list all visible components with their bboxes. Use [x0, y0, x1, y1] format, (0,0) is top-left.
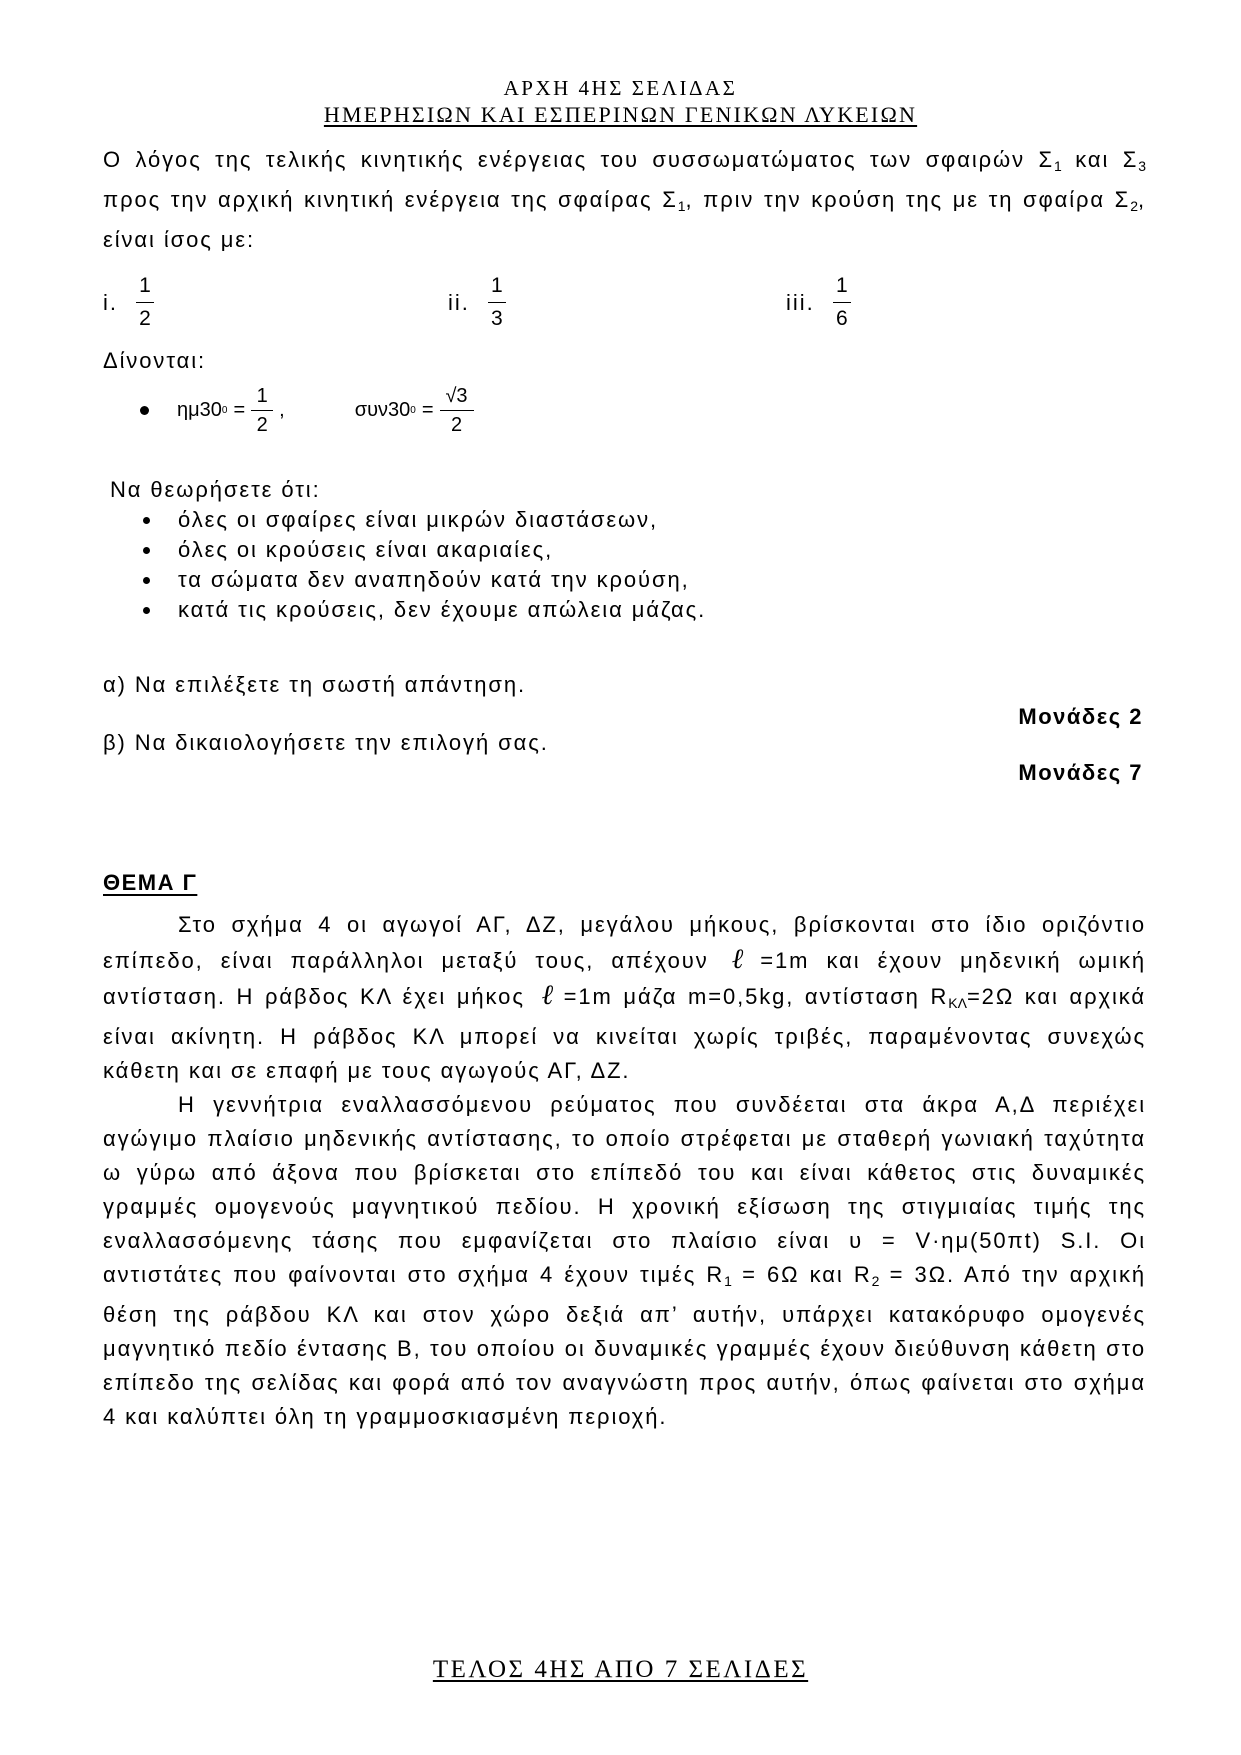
- subscript: 1: [724, 1273, 732, 1289]
- fraction-numerator: 1: [139, 274, 151, 297]
- sin-label: ημ30: [177, 399, 222, 421]
- option-label: ii.: [448, 289, 470, 315]
- section-title: ΘΕΜΑ Γ: [103, 870, 198, 895]
- fraction-denominator: 3: [491, 307, 503, 330]
- paragraph-text: Στο σχήμα 4 οι αγωγοί ΑΓ, ΔΖ, μεγάλου μήκους, βρίσκονται στο ίδιο οριζόντιο επίπεδο, είναι παράλληλοι μεταξύ τους, απέχουν: [103, 912, 1146, 973]
- option-i: [103, 273, 154, 332]
- question-b: β) Να δικαιολογήσετε την επιλογή σας.: [103, 730, 549, 755]
- length-symbol: ℓ: [541, 978, 558, 1011]
- fraction-bar: [833, 302, 851, 303]
- fraction-denominator: 2: [139, 307, 151, 330]
- fraction-bar: [136, 302, 154, 303]
- comma: ,: [279, 399, 285, 421]
- cos-label: συν30: [354, 399, 411, 421]
- page-header-school: [0, 102, 1241, 128]
- trig-formulas: [140, 384, 480, 437]
- degree-sup: 0: [221, 405, 228, 416]
- equals-sign: =: [233, 399, 246, 421]
- paragraph: [103, 1088, 1146, 1434]
- intro-text: Ο λόγος της τελικής κινητικής ενέργειας του συσσωματώματος των σφαιρών Σ: [103, 147, 1054, 172]
- question-intro: [103, 143, 1146, 257]
- page-header-start: ΑΡΧΗ 4ΗΣ ΣΕΛΙΔΑΣ: [503, 76, 738, 100]
- intro-text: , είναι ίσος με:: [103, 187, 1146, 252]
- fraction-numerator: 1: [491, 274, 503, 297]
- subscript: 3: [1138, 158, 1146, 174]
- subscript: 2: [1130, 198, 1138, 214]
- option-iii: [786, 273, 851, 332]
- length-symbol: ℓ: [731, 942, 755, 975]
- page-footer-text: ΤΕΛΟΣ 4ΗΣ ΑΠΟ 7 ΣΕΛΙΔΕΣ: [432, 1656, 809, 1683]
- fraction-denominator: 6: [835, 307, 848, 330]
- bullet-icon: [140, 406, 149, 415]
- paragraph-text: =1m μάζα m=0,5kg, αντίσταση R: [563, 984, 949, 1009]
- fraction-numerator: 1: [835, 274, 848, 297]
- fraction-bar: [488, 302, 506, 303]
- option-fraction: [136, 273, 154, 332]
- fraction-numerator: 1: [256, 385, 268, 407]
- fraction-denominator: 2: [256, 414, 268, 436]
- subscript: 2: [871, 1273, 880, 1289]
- assumptions-list: [140, 505, 706, 625]
- paragraph-text: = 6Ω και R: [731, 1262, 872, 1287]
- equals-sign: =: [421, 399, 434, 421]
- paragraph-text: Η γεννήτρια εναλλασσόμενου ρεύματος που συνδέεται στα άκρα Α,Δ περιέχει αγώγιμο πλαίσιο μηδενικής αντίστασης, το οποίο στρέφεται με σταθερή γωνιακή ταχύτητα ω γύρω από άξονα που βρίσκεται στο επίπεδό του και είναι κάθετος στις δυναμικές γραμμές ομογενούς μαγνητικού πεδίου. Η χρονική εξίσωση της στιγμιαίας τιμής της εναλλασσόμενης τάσης που εμφανίζεται στο πλαίσιο είναι υ = V·ημ(50πt) S.I. Οι αντιστάτες που φαίνονται στο σχήμα 4 έχουν τιμές R: [103, 1092, 1146, 1287]
- section-body: [103, 908, 1146, 1434]
- cos-fraction: [440, 384, 474, 437]
- list-item: κατά τις κρούσεις, δεν έχουμε απώλεια μάζας.: [140, 595, 706, 625]
- degree-sup: 0: [410, 405, 416, 416]
- assumptions-title: Να θεωρήσετε ότι:: [110, 477, 321, 502]
- subscript: 1: [1053, 158, 1062, 174]
- list-item: όλες οι κρούσεις είναι ακαριαίες,: [140, 535, 706, 565]
- points-b: Μονάδες 7: [1018, 760, 1143, 785]
- paragraph-text: = 3Ω. Από την αρχική θέση της ράβδου ΚΛ και στον χώρο δεξιά απ’ αυτήν, υπάρχει κατακόρυφο ομογενές μαγνητικό πεδίο έντασης Β, του οποίου οι δυναμικές γραμμές έχουν διεύθυνση κάθετη στο επίπεδο της σελίδας και φορά από τον αναγνώστη προς αυτήν, όπως φαίνεται στο σχήμα 4 και καλύπτει όλη τη γραμμοσκιασμένη περιοχή.: [103, 1262, 1147, 1429]
- fraction-denominator: 2: [450, 414, 463, 436]
- question-a: α) Να επιλέξετε τη σωστή απάντηση.: [103, 672, 526, 697]
- option-label: iii.: [786, 289, 815, 315]
- page-header-school-text: ΗΜΕΡΗΣΙΩΝ ΚΑΙ ΕΣΠΕΡΙΝΩΝ ΓΕΝΙΚΩΝ ΛΥΚΕΙΩΝ: [323, 102, 918, 127]
- option-fraction: [488, 273, 506, 332]
- fraction-numerator: √3: [445, 385, 468, 407]
- points-a: Μονάδες 2: [1018, 704, 1143, 729]
- paragraph: [103, 908, 1146, 1088]
- paragraph-text: =2Ω και αρχικά είναι ακίνητη. Η ράβδος ΚΛ μπορεί να κινείται χωρίς τριβές, παραμένοντας συνεχώς κάθετη και σε επαφή με τους αγωγούς ΑΓ, ΔΖ.: [103, 984, 1146, 1083]
- sin-fraction: [251, 384, 273, 437]
- option-ii: [448, 273, 506, 332]
- list-item: τα σώματα δεν αναπηδούν κατά την κρούση,: [140, 565, 706, 595]
- given-title: Δίνονται:: [103, 348, 207, 373]
- fraction-bar: [251, 410, 273, 411]
- list-item: όλες οι σφαίρες είναι μικρών διαστάσεων,: [140, 505, 706, 535]
- subscript: 1: [677, 198, 686, 214]
- intro-text: και Σ: [1061, 147, 1139, 172]
- paragraph-text: =1m και έχουν μηδενική ωμική αντίσταση. Η ράβδος ΚΛ έχει μήκος: [103, 948, 1147, 1009]
- page-footer: [0, 1656, 1241, 1684]
- option-fraction: [833, 273, 851, 332]
- option-label: i.: [103, 289, 118, 315]
- intro-text: , πριν την κρούση της με τη σφαίρα Σ: [685, 187, 1131, 212]
- subscript: ΚΛ: [948, 995, 967, 1011]
- fraction-bar: [440, 410, 474, 411]
- intro-text: προς την αρχική κινητική ενέργεια της σφαίρας Σ: [103, 187, 678, 212]
